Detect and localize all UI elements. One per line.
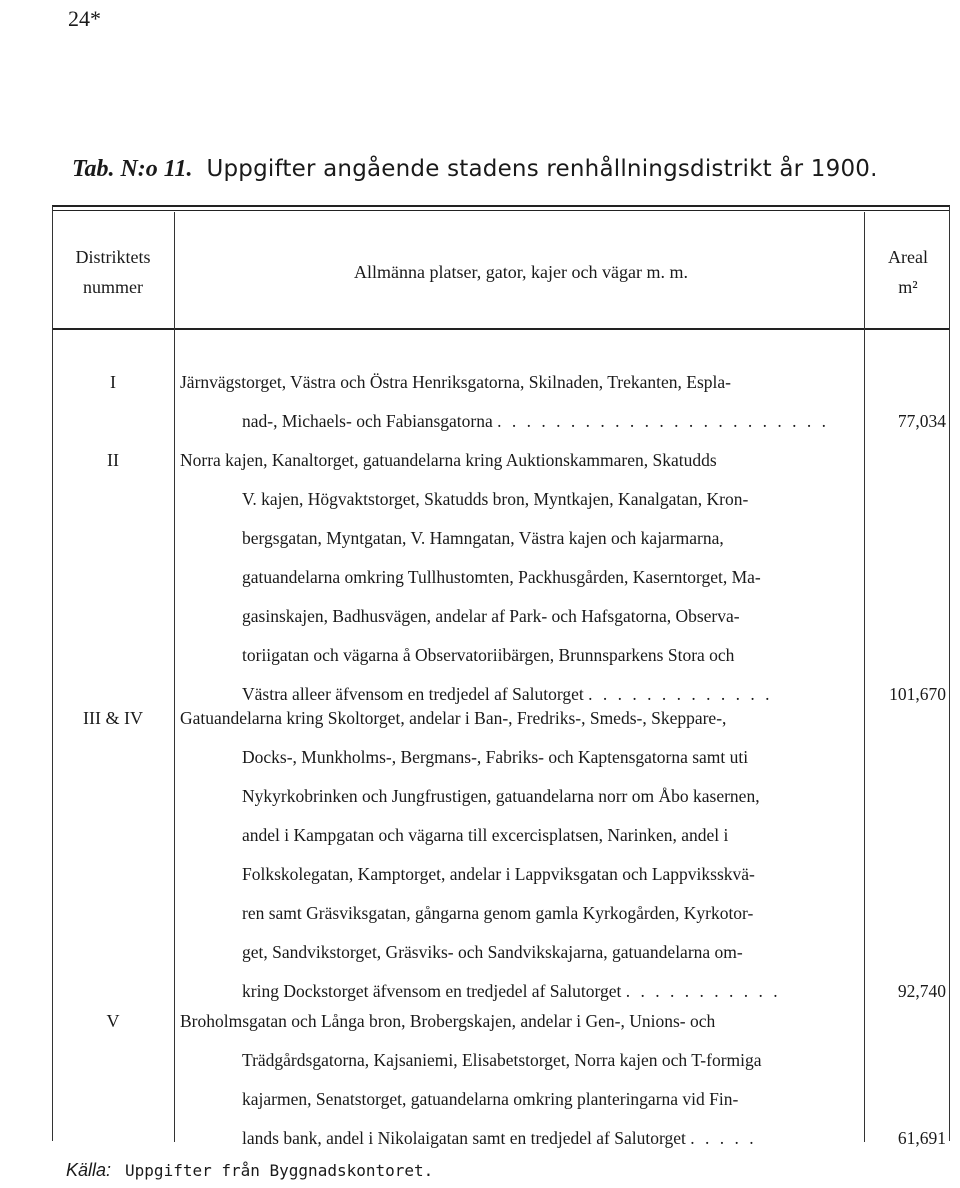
dot-leader: . . . . . . . . . . . . . — [588, 684, 773, 704]
top-rule-thin — [52, 210, 950, 211]
places-line: ren samt Gräsviksgatan, gångarna genom gamla Kyrkogården, Kyrkotor- — [242, 903, 754, 923]
district-number: II — [107, 450, 119, 470]
places-line: gasinskajen, Badhusvägen, andelar af Park- och Hafsgatorna, Observa- — [242, 606, 740, 626]
area-value: 61,691 — [897, 1128, 946, 1148]
source-text: Uppgifter från Byggnadskontoret. — [125, 1161, 434, 1180]
dot-leader: . . . . . . . . . . . . . . . . . . . . . . . — [497, 411, 830, 431]
places-cell — [180, 441, 863, 714]
column-divider-2 — [864, 212, 865, 1142]
page-number: 24* — [68, 6, 101, 31]
header-area-line1: Areal — [888, 247, 928, 267]
places-line: Järnvägstorget, Västra och Östra Henriksgatorna, Skilnaden, Trekanten, Espla- — [180, 372, 731, 392]
dot-leader: . . . . . . . . . . . — [625, 981, 781, 1001]
places-line: V. kajen, Högvaktstorget, Skatudds bron, Myntkajen, Kanalgatan, Kron- — [242, 489, 749, 509]
places-line-text: lands bank, andel i Nikolaigatan samt en tredjedel af Salutorget — [242, 1128, 686, 1148]
column-divider-1 — [174, 212, 175, 1142]
places-line: get, Sandvikstorget, Gräsviks- och Sandvikskajarna, gatuandelarna om- — [242, 942, 743, 962]
places-line: kajarmen, Senatstorget, gatuandelarna omkring planteringarna vid Fin- — [242, 1089, 739, 1109]
places-line: Norra kajen, Kanaltorget, gatuandelarna kring Auktionskammaren, Skatudds — [180, 450, 717, 470]
header-places: Allmänna platser, gator, kajer och vägar m. m. — [354, 262, 688, 282]
column-divider-right — [949, 206, 950, 1141]
area-value: 92,740 — [897, 981, 946, 1001]
places-line — [180, 1119, 863, 1158]
places-cell — [180, 699, 863, 1011]
header-district-line1: Distriktets — [75, 247, 151, 267]
header-area-line2: m² — [898, 277, 918, 297]
places-line: Broholmsgatan och Långa bron, Brobergskajen, andelar i Gen-, Unions- och — [180, 1011, 716, 1031]
places-line: Trädgårdsgatorna, Kajsaniemi, Elisabetstorget, Norra kajen och T-formiga — [242, 1050, 762, 1070]
header-rule — [52, 328, 950, 330]
table-number: Tab. N:o 11. — [72, 156, 193, 182]
table-caption: Uppgifter angående stadens renhållningsdistrikt år 1900. — [206, 156, 878, 182]
source-note — [66, 1160, 433, 1181]
places-line: Gatuandelarna kring Skoltorget, andelar i Ban-, Fredriks-, Smeds-, Skeppare-, — [180, 708, 727, 728]
header-area — [866, 242, 950, 302]
places-line: Docks-, Munkholms-, Bergmans-, Fabriks- och Kaptensgatorna samt uti — [242, 747, 749, 767]
places-line: Nykyrkobrinken och Jungfrustigen, gatuandelarna norr om Åbo kasernen, — [242, 786, 760, 806]
table-title — [72, 156, 878, 183]
area-value: 101,670 — [889, 684, 946, 704]
places-line: toriigatan och vägarna å Observatoriibärgen, Brunnsparkens Stora och — [242, 645, 735, 665]
places-line: gatuandelarna omkring Tullhustomten, Packhusgården, Kaserntorget, Ma- — [242, 567, 761, 587]
places-line — [180, 402, 863, 441]
places-line-text: kring Dockstorget äfvensom en tredjedel af Salutorget — [242, 981, 622, 1001]
places-line: bergsgatan, Myntgatan, V. Hamngatan, Västra kajen och kajarmarna, — [242, 528, 724, 548]
header-district — [52, 242, 174, 302]
district-number: I — [110, 372, 116, 392]
column-divider-left — [52, 206, 53, 1141]
places-line: andel i Kampgatan och vägarna till excercisplatsen, Narinken, andel i — [242, 825, 729, 845]
places-line: Folkskolegatan, Kamptorget, andelar i Lappviksgatan och Lappviksskvä- — [242, 864, 755, 884]
source-label: Källa: — [66, 1160, 112, 1180]
places-cell — [180, 363, 863, 441]
area-value: 77,034 — [897, 411, 946, 431]
dot-leader: . . . . . — [690, 1128, 757, 1148]
header-district-line2: nummer — [83, 277, 143, 297]
top-rule — [52, 205, 950, 207]
places-line-text: Västra alleer äfvensom en tredjedel af Salutorget — [242, 684, 584, 704]
district-number: III & IV — [83, 708, 143, 728]
places-cell — [180, 1002, 863, 1158]
district-number: V — [106, 1011, 120, 1031]
places-line-text: nad-, Michaels- och Fabiansgatorna — [242, 411, 493, 431]
